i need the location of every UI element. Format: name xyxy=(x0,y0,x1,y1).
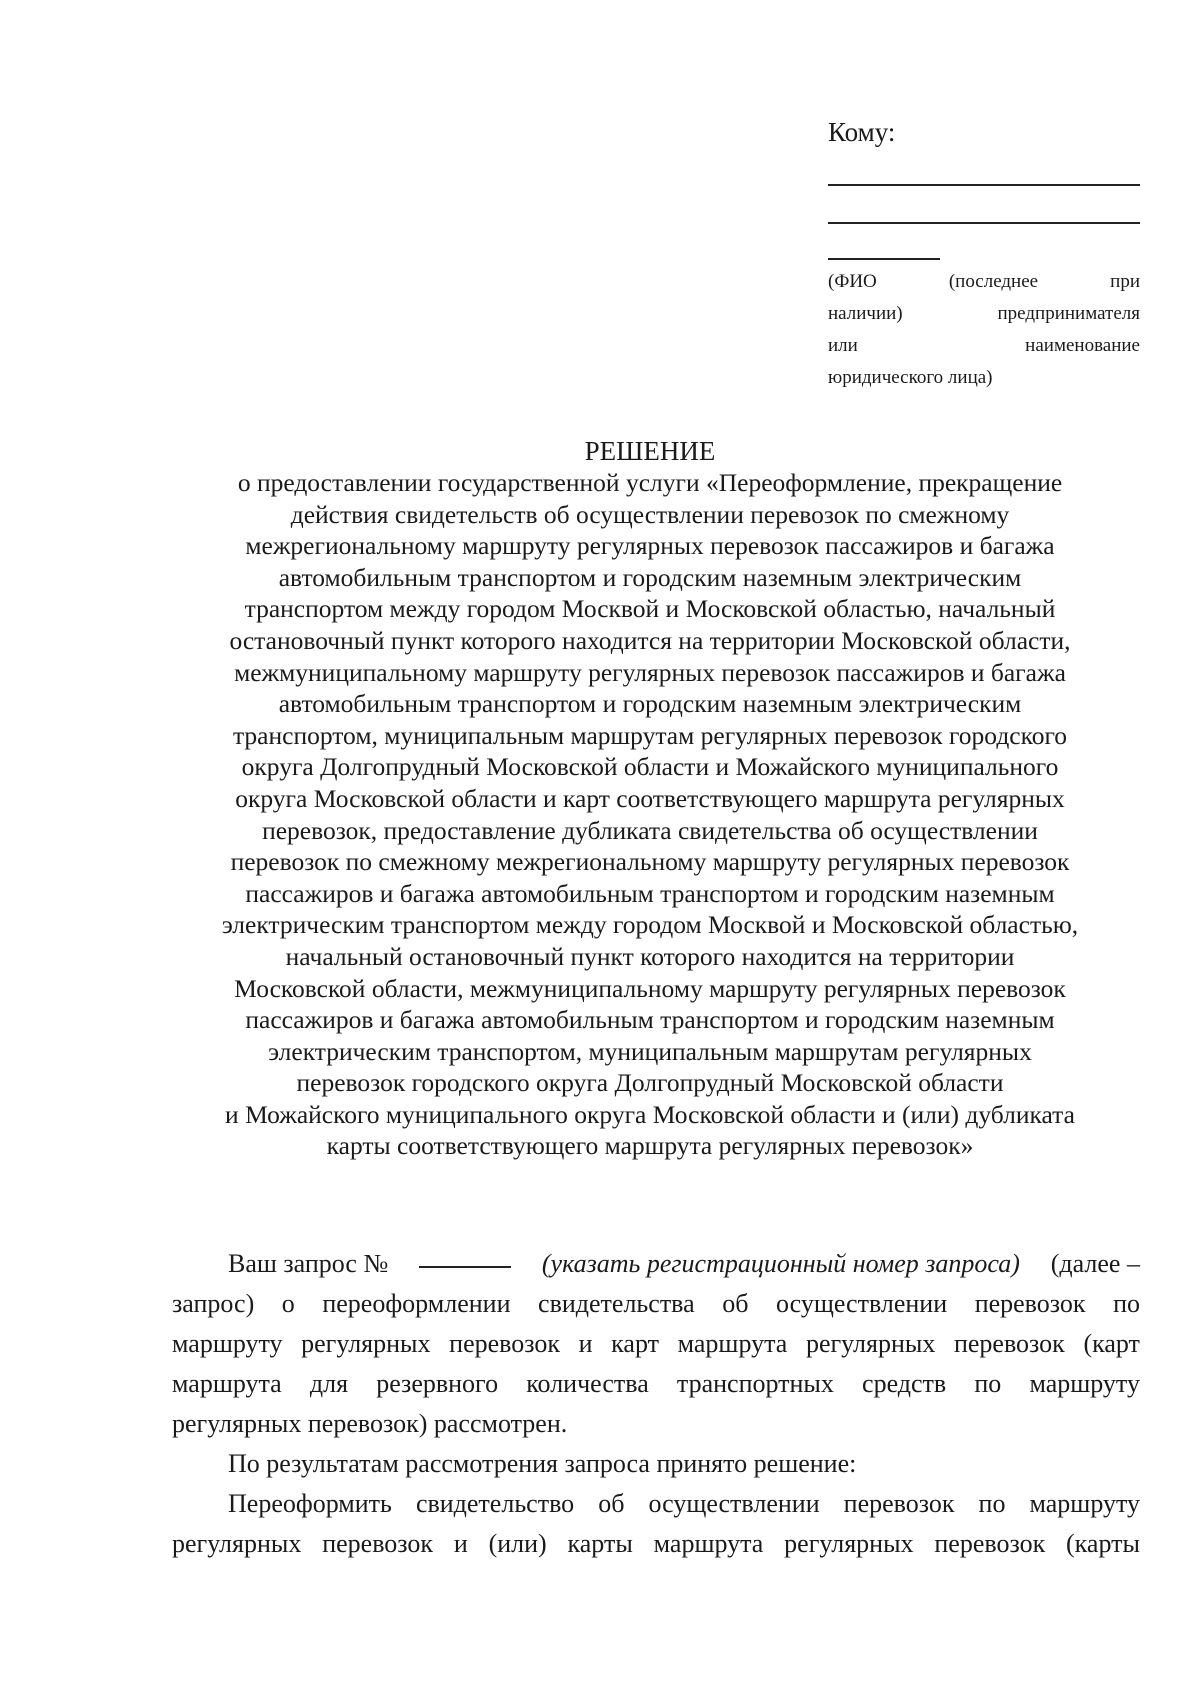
body-word: Переоформить xyxy=(228,1489,392,1518)
body-word: свидетельства xyxy=(538,1289,695,1318)
subtitle-line: округа Московской области и карт соответствующего маршрута регулярных xyxy=(235,783,1065,813)
subtitle-line: о предоставлении государственной услуги «Переоформление, прекращение xyxy=(237,468,1063,497)
body-word: маршрута xyxy=(677,1329,788,1358)
body-line: Ваш запрос № (указать регистрационный номер запроса) (далее – xyxy=(172,1244,1140,1284)
body-word: регулярных xyxy=(172,1529,302,1558)
subtitle-line: пассажиров и багажа автомобильным транспортом и городским наземным xyxy=(245,878,1055,908)
subtitle-line: округа Долгопрудный Московской области и Можайского муниципального xyxy=(241,752,1059,782)
body-word: и xyxy=(578,1329,593,1358)
body-word: по xyxy=(978,1489,1006,1518)
addressee-block xyxy=(828,112,1140,388)
body-word: регулярных xyxy=(805,1329,936,1358)
decision-subtitle xyxy=(160,467,1140,1162)
body-word: маршрута xyxy=(653,1529,764,1558)
request-number-hint: (указать регистрационный номер запроса) xyxy=(541,1249,1020,1278)
body-word: количества xyxy=(526,1369,649,1398)
body-word: регулярных xyxy=(301,1329,431,1358)
subtitle-line: электрическим транспортом между городом Москвой и Московской областью, xyxy=(221,910,1079,940)
body-line xyxy=(172,1484,1140,1524)
body-word: резервного xyxy=(376,1369,499,1398)
body-word: перевозок xyxy=(322,1529,434,1558)
body-word: о xyxy=(281,1289,295,1318)
subtitle-line: и Можайского муниципального округа Московской области и (или) дубликата xyxy=(225,1099,1075,1129)
subtitle-line: электрическим транспортом, муниципальным маршрутам регулярных xyxy=(268,1036,1032,1066)
body-word: маршрута xyxy=(172,1369,282,1398)
body-word: средств xyxy=(862,1369,947,1398)
decision-title: РЕШЕНИЕ xyxy=(584,436,716,466)
caption-line: юридического лица) xyxy=(828,367,993,388)
subtitle-line: автомобильным транспортом и городским наземным электрическим xyxy=(278,689,1022,719)
addressee-blank-line-1 xyxy=(828,184,1140,186)
body-line xyxy=(172,1284,1140,1324)
body-word: об xyxy=(722,1289,749,1318)
addressee-label: Кому: xyxy=(828,117,896,147)
body-line xyxy=(172,1524,1140,1564)
body-word: (карт xyxy=(1083,1329,1140,1358)
body-word: маршруту xyxy=(1029,1489,1140,1518)
subtitle-line: межрегиональному маршруту регулярных перевозок пассажиров и багажа xyxy=(245,531,1055,561)
body-word: (или) xyxy=(488,1529,547,1558)
body-line: По результатам рассмотрения запроса принято решение: xyxy=(228,1449,857,1478)
subtitle-line: межмуниципальному маршруту регулярных перевозок пассажиров и багажа xyxy=(234,657,1066,687)
subtitle-line: карты соответствующего маршрута регулярных перевозок» xyxy=(326,1131,974,1161)
body-word: запрос) xyxy=(172,1289,255,1318)
subtitle-line: транспортом между городом Москвой и Московской областью, начальный xyxy=(244,594,1056,624)
caption-line: или наименование xyxy=(828,335,1140,356)
body-line xyxy=(172,1324,1140,1364)
subtitle-line: перевозок городского округа Долгопрудный Московской области xyxy=(296,1068,1004,1098)
body-word: (карты xyxy=(1066,1529,1140,1558)
subtitle-line: перевозок, предоставление дубликата свидетельства об осуществлении xyxy=(262,815,1038,845)
addressee-caption xyxy=(828,266,1140,394)
body-word: перевозок xyxy=(953,1329,1065,1358)
body-word: перевозок xyxy=(974,1289,1086,1318)
body-word: по xyxy=(1113,1289,1140,1318)
subtitle-line: перевозок по смежному межрегиональному маршруту регулярных перевозок xyxy=(230,847,1070,877)
subtitle-line: начальный остановочный пункт которого находится на территории xyxy=(285,941,1015,971)
body-word: осуществлении xyxy=(775,1289,948,1318)
body-word: маршруту xyxy=(172,1329,283,1358)
caption-line: наличии) предпринимателя xyxy=(828,303,1140,324)
body-word: перевозок xyxy=(843,1489,955,1518)
body-word: карт xyxy=(611,1329,659,1358)
subtitle-line: действия свидетельств об осуществлении перевозок по смежному xyxy=(290,499,1010,529)
request-number-blank xyxy=(419,1244,511,1268)
subtitle-line: пассажиров и багажа автомобильным транспортом и городским наземным xyxy=(245,1005,1055,1035)
body-word: маршруту xyxy=(1029,1369,1140,1398)
decision-body xyxy=(172,1244,1140,1564)
subtitle-line: Московской области, межмуниципальному маршруту регулярных перевозок xyxy=(234,973,1066,1003)
body-word: по xyxy=(974,1369,1002,1398)
body-word: перевозок xyxy=(934,1529,1046,1558)
body-word: транспортных xyxy=(676,1369,834,1398)
subtitle-line: автомобильным транспортом и городским наземным электрическим xyxy=(278,562,1022,592)
addressee-blank-line-2 xyxy=(828,222,1140,224)
body-word: переоформлении xyxy=(322,1289,511,1318)
body-word: регулярных xyxy=(784,1529,914,1558)
body-word: карты xyxy=(567,1529,633,1558)
body-line: регулярных перевозок) рассмотрен. xyxy=(172,1409,568,1438)
body-line xyxy=(172,1364,1140,1404)
body-word: перевозок xyxy=(449,1329,560,1358)
body-word: об xyxy=(598,1489,625,1518)
caption-line: (ФИО (последнее при xyxy=(828,271,1140,292)
subtitle-line: транспортом, муниципальным маршрутам регулярных перевозок городского xyxy=(232,720,1068,750)
body-word: свидетельство xyxy=(415,1489,575,1518)
addressee-blank-line-3 xyxy=(828,258,940,260)
body-word: для xyxy=(309,1369,349,1398)
decision-heading xyxy=(160,436,1140,1162)
subtitle-line: остановочный пункт которого находится на территории Московской области, xyxy=(229,625,1071,655)
body-word: осуществлении xyxy=(648,1489,820,1518)
body-word: и xyxy=(453,1529,468,1558)
